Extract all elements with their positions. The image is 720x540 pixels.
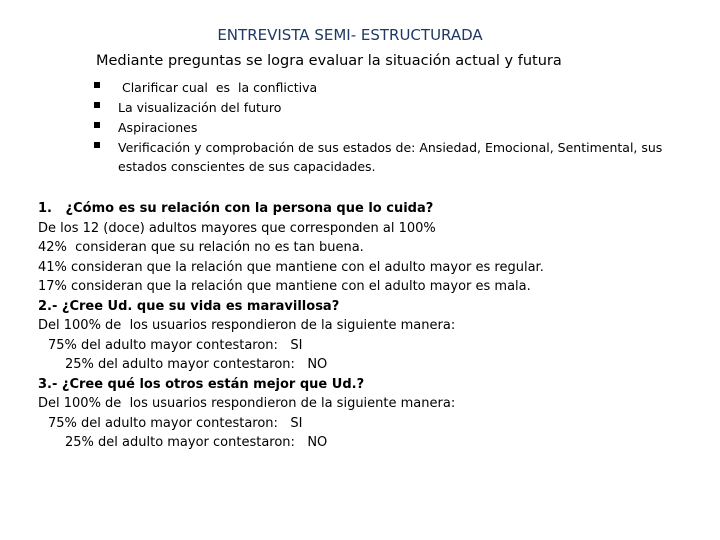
- list-item-text: Verificación y comprobación de sus estados de: Ansiedad, Emocional, Sentimental, sus estados conscientes de sus capacidades.: [118, 140, 663, 174]
- question-3-heading: 3.- ¿Cree qué los otros están mejor que Ud.?: [38, 376, 365, 392]
- document-subtitle: Mediante preguntas se logra evaluar la situación actual y futura: [96, 53, 562, 69]
- list-item-text: Clarificar cual es la conflictiva: [118, 80, 318, 95]
- question-2-heading: 2.- ¿Cree Ud. que su vida es maravillosa?: [38, 298, 340, 314]
- result-answer-no: 25% del adulto mayor contestaron: NO: [65, 435, 328, 450]
- list-item: [94, 118, 694, 138]
- result-line: 42% consideran que su relación no es tan buena.: [38, 240, 364, 255]
- results-section: [38, 199, 698, 453]
- result-answer-si: 75% del adulto mayor contestaron: SI: [48, 337, 303, 353]
- list-item: [94, 138, 694, 176]
- result-line: 17% consideran que la relación que mantiene con el adulto mayor es mala.: [38, 279, 531, 294]
- list-item-text: Aspiraciones: [118, 120, 198, 135]
- list-item-text: La visualización del futuro: [118, 100, 282, 115]
- square-bullet-icon: [94, 102, 100, 108]
- result-intro: Del 100% de los usuarios respondieron de la siguiente manera:: [38, 318, 456, 333]
- list-item: [94, 78, 694, 98]
- result-intro: Del 100% de los usuarios respondieron de la siguiente manera:: [38, 396, 456, 411]
- square-bullet-icon: [94, 82, 100, 88]
- result-line: De los 12 (doce) adultos mayores que corresponden al 100%: [38, 220, 436, 236]
- square-bullet-icon: [94, 122, 100, 128]
- result-line: 41% consideran que la relación que mantiene con el adulto mayor es regular.: [38, 259, 544, 275]
- result-answer-no: 25% del adulto mayor contestaron: NO: [65, 357, 328, 372]
- document-title: ENTREVISTA SEMI- ESTRUCTURADA: [217, 26, 483, 44]
- objectives-list: [94, 78, 694, 176]
- result-answer-si: 75% del adulto mayor contestaron: SI: [48, 415, 303, 431]
- question-1-heading: 1. ¿Cómo es su relación con la persona que lo cuida?: [38, 201, 434, 216]
- list-item: [94, 98, 694, 118]
